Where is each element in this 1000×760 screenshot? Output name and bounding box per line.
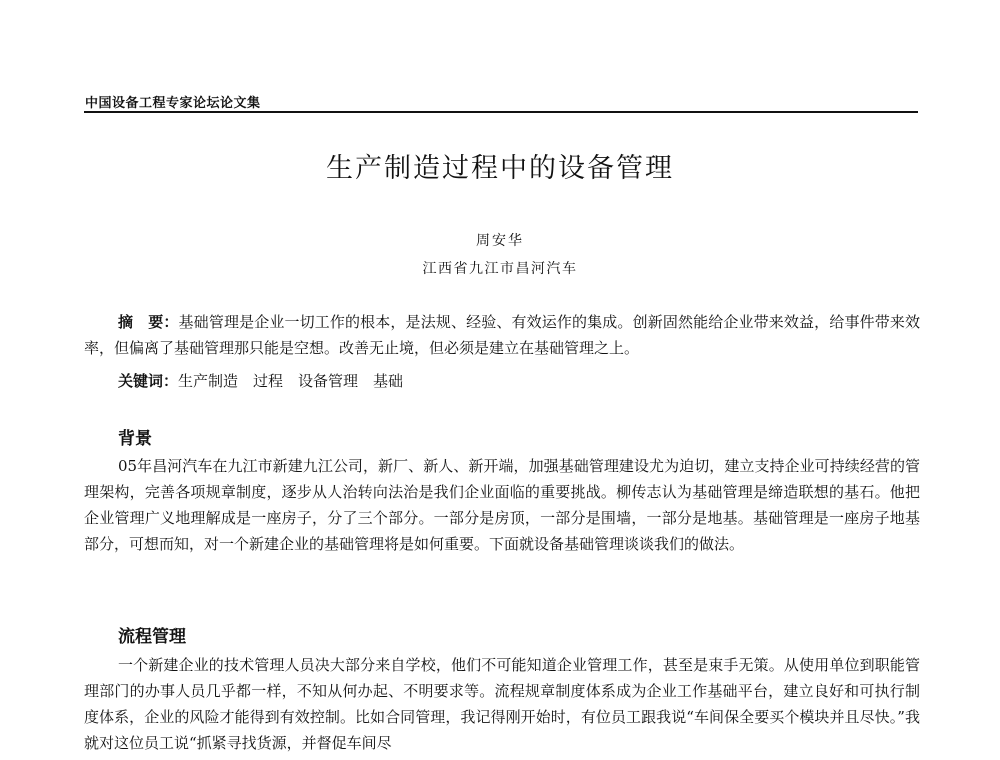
author-affiliation: 江西省九江市昌河汽车	[422, 261, 578, 277]
section-paragraph-process-management: 一个新建企业的技术管理人员决大部分来自学校，他们不可能知道企业管理工作，甚至是束手无策。从使用单位到职能管理部门的办事人员几乎都一样，不知从何办起、不明要求等。流程规章制度体系成为企业工作基础平台，建立良好和可执行制度体系，企业的风险才能得到有效控制。比如合同管理，我记得刚开始时，有位员工跟我说“车间保全要买个模块并且尽快。”我就对这位员工说“抓紧寻找货源，并督促车间尽	[84, 656, 920, 752]
abstract	[84, 309, 920, 361]
keywords	[84, 368, 920, 394]
abstract-text: 基础管理是企业一切工作的根本，是法规、经验、有效运作的集成。创新固然能给企业带来效益，给事件带来效率，但偏离了基础管理那只能是空想。改善无止境，但必须是建立在基础管理之上。	[84, 313, 920, 357]
author-name: 周安华	[476, 233, 524, 249]
running-header: 中国设备工程专家论坛论文集	[85, 96, 261, 111]
keywords-label: 关键词：	[118, 372, 179, 390]
keywords-text: 生产制造 过程 设备管理 基础	[178, 372, 404, 390]
section-heading-background: 背景	[118, 429, 152, 449]
paper-title: 生产制造过程中的设备管理	[326, 153, 674, 184]
header-rule	[84, 111, 918, 113]
section-heading-process-management: 流程管理	[118, 627, 186, 647]
abstract-label: 摘 要：	[118, 313, 179, 331]
section-paragraph-background: 05年昌河汽车在九江市新建九江公司，新厂、新人、新开端，加强基础管理建设尤为迫切，建立支持企业可持续经营的管理架构，完善各项规章制度，逐步从人治转向法治是我们企业面临的重要挑战。柳传志认为基础管理是缔造联想的基石。他把企业管理广义地理解成是一座房子，分了三个部分。一部分是房顶，一部分是围墙，一部分是地基。基础管理是一座房子地基部分，可想而知，对一个新建企业的基础管理将是如何重要。下面就设备基础管理谈谈我们的做法。	[84, 457, 920, 553]
